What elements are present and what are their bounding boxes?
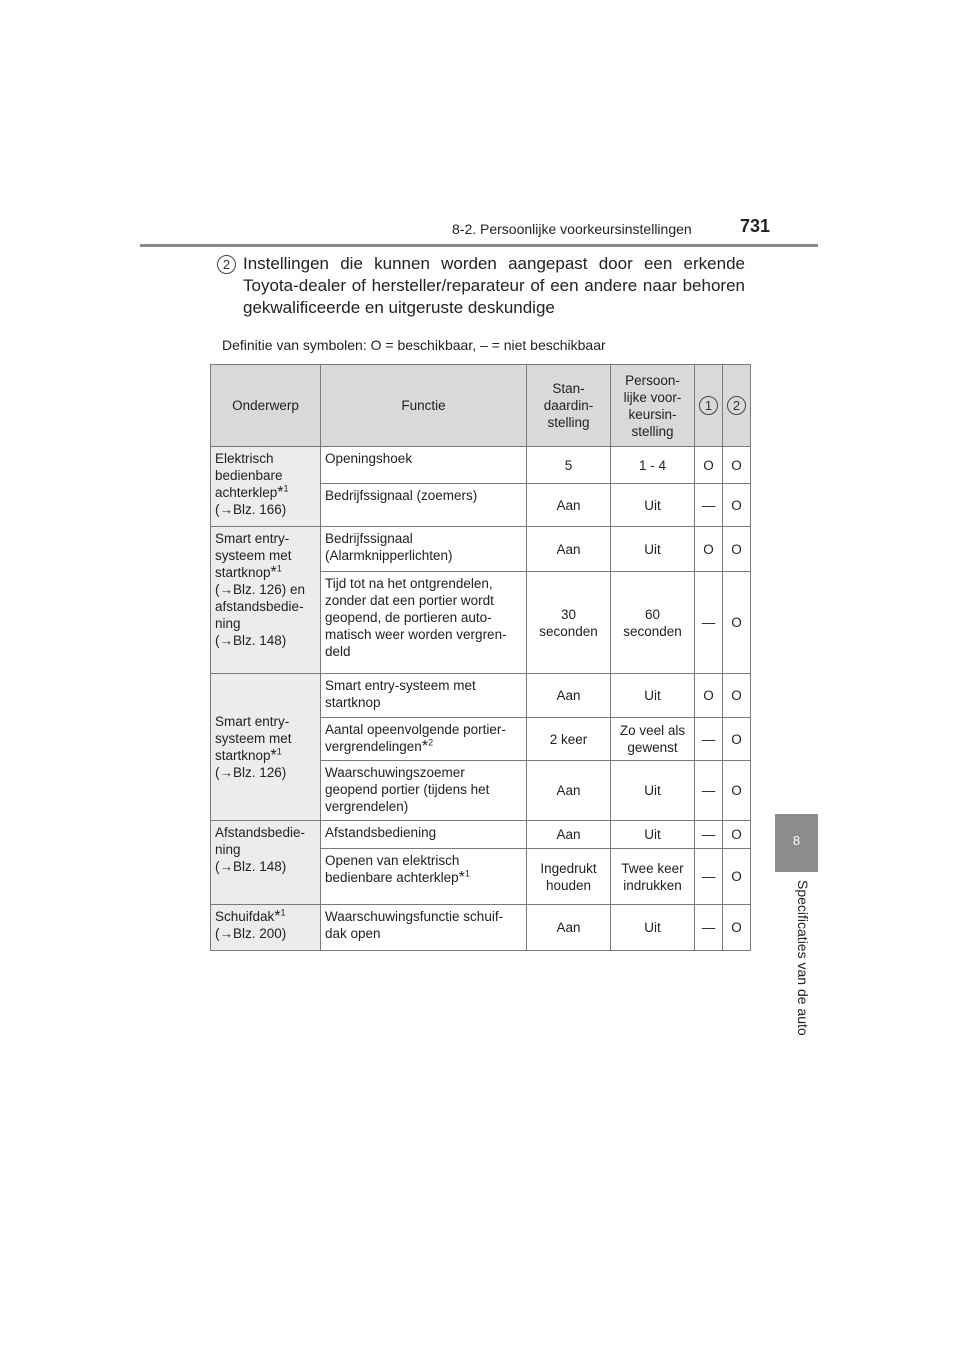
column-2-value-cell xyxy=(723,761,751,821)
personal-value: Zo veel als gewenst xyxy=(619,723,686,755)
chapter-number: 8 xyxy=(792,833,801,848)
subject-cell xyxy=(211,527,321,674)
function-label: Aantal opeenvolgende portier- vergrendelingen xyxy=(325,722,506,754)
asterisk-icon: * xyxy=(270,564,277,581)
symbol-definition: Definitie van symbolen: O = beschikbaar, – = niet beschikbaar xyxy=(222,337,606,353)
footnote-marker xyxy=(271,565,282,580)
function-cell xyxy=(321,821,527,849)
function-cell xyxy=(321,849,527,905)
heading-number-marker: 2 xyxy=(217,255,236,274)
function-cell xyxy=(321,761,527,821)
subject-cell xyxy=(211,905,321,951)
column-1-value: O xyxy=(703,457,714,473)
default-value: Aan xyxy=(556,827,581,842)
column-1-value: — xyxy=(701,827,716,842)
section-title: 8-2. Persoonlijke voorkeursinstellingen xyxy=(452,221,692,237)
footnote-marker xyxy=(459,870,470,885)
subject-cell xyxy=(211,447,321,527)
table-row xyxy=(211,674,751,718)
default-value: Aan xyxy=(556,783,581,798)
column-1-marker: 1 xyxy=(699,396,718,415)
default-value-cell xyxy=(527,718,611,761)
column-2-value-cell xyxy=(723,527,751,572)
column-1-value: — xyxy=(701,497,716,513)
default-value-cell xyxy=(527,447,611,484)
subject-name: Afstandsbedie- ning xyxy=(215,825,306,857)
section-heading: Instellingen die kunnen worden aangepast door een erkende Toyota-dealer of hersteller/reparateur of een andere naar behoren gekwalificeerde en uitgeruste deskundige xyxy=(243,254,745,317)
column-2-value-cell xyxy=(723,484,751,527)
column-2-value-cell xyxy=(723,718,751,761)
footnote-marker xyxy=(274,909,285,924)
personal-value: Uit xyxy=(644,920,661,935)
column-1-value: — xyxy=(701,920,716,935)
page-reference: (→Blz. 166) xyxy=(215,502,287,517)
chapter-tab xyxy=(775,814,818,872)
personal-value-cell xyxy=(611,761,695,821)
column-1-value-cell xyxy=(695,527,723,572)
function-cell xyxy=(321,718,527,761)
header-personal xyxy=(611,365,695,447)
default-value-cell xyxy=(527,572,611,674)
function-cell xyxy=(321,674,527,718)
column-1-value-cell xyxy=(695,674,723,718)
function-label: Openen van elektrisch bedienbare achterklep xyxy=(325,853,460,885)
default-value: Aan xyxy=(556,688,581,703)
function-label: Tijd tot na het ontgrendelen, zonder dat een portier wordt geopend, de portieren auto- matisch weer worden vergren- deld xyxy=(325,576,507,659)
asterisk-icon: * xyxy=(458,869,465,886)
default-value: Aan xyxy=(556,920,581,935)
function-label: Waarschuwingszoemer geopend portier (tijdens het vergrendelen) xyxy=(325,765,490,814)
header-subject-label: Onderwerp xyxy=(232,398,299,413)
default-value: Ingedrukt houden xyxy=(540,860,597,893)
default-value: Aan xyxy=(556,497,581,513)
column-1-value: O xyxy=(703,541,714,557)
function-cell xyxy=(321,527,527,572)
default-value: 30 seconden xyxy=(539,606,598,639)
column-1-value: — xyxy=(701,869,716,884)
subject-name: Schuifdak xyxy=(215,909,275,924)
page-reference: (→Blz. 126) xyxy=(215,765,287,780)
column-2-value: O xyxy=(731,541,742,557)
column-2-value: O xyxy=(731,783,742,798)
header-personal-label: Persoon- lijke voor- keursin- stelling xyxy=(623,372,682,439)
header-default-label: Stan- daardin- stelling xyxy=(543,381,594,430)
page-number: 731 xyxy=(740,216,771,236)
personal-value-cell xyxy=(611,484,695,527)
function-cell xyxy=(321,572,527,674)
settings-table xyxy=(210,364,751,951)
function-label: Openingshoek xyxy=(325,451,413,466)
column-2-value-cell xyxy=(723,821,751,849)
column-1-value-cell xyxy=(695,484,723,527)
function-label: Waarschuwingsfunctie schuif- dak open xyxy=(325,909,504,941)
column-2-value: O xyxy=(731,615,742,630)
column-1-value-cell xyxy=(695,572,723,674)
footnote-number: 1 xyxy=(276,746,282,757)
subject-name: Elektrisch bedienbare achterklep xyxy=(215,451,283,500)
default-value-cell xyxy=(527,821,611,849)
default-value-cell xyxy=(527,674,611,718)
header-function xyxy=(321,365,527,447)
column-1-value-cell xyxy=(695,821,723,849)
column-1-value-cell xyxy=(695,905,723,951)
column-1-value: — xyxy=(701,783,716,798)
table-row xyxy=(211,905,751,951)
column-1-value-cell xyxy=(695,849,723,905)
function-cell xyxy=(321,447,527,484)
header-function-label: Functie xyxy=(401,398,446,413)
column-1-value-cell xyxy=(695,447,723,484)
default-value-cell xyxy=(527,484,611,527)
function-cell xyxy=(321,905,527,951)
column-2-value: O xyxy=(731,869,742,884)
subject-cell xyxy=(211,821,321,905)
column-2-value-cell xyxy=(723,674,751,718)
personal-value: Uit xyxy=(644,497,661,513)
column-1-value-cell xyxy=(695,761,723,821)
asterisk-icon: * xyxy=(274,908,281,925)
column-2-value-cell xyxy=(723,849,751,905)
asterisk-icon: * xyxy=(270,747,277,764)
function-label: Afstandsbediening xyxy=(325,825,437,840)
default-value-cell xyxy=(527,527,611,572)
function-cell xyxy=(321,484,527,527)
footnote-number: 1 xyxy=(283,483,289,494)
personal-value-cell xyxy=(611,718,695,761)
default-value: 2 keer xyxy=(549,731,588,747)
footnote-marker xyxy=(277,485,288,500)
footnote-number: 2 xyxy=(428,737,434,748)
table-row xyxy=(211,821,751,849)
column-1-value: — xyxy=(701,731,716,747)
footnote-number: 1 xyxy=(276,563,282,574)
function-label: Bedrijfssignaal (Alarmknipperlichten) xyxy=(325,531,453,563)
header-col2 xyxy=(723,365,751,447)
header-default xyxy=(527,365,611,447)
chapter-label: Specificaties van de auto xyxy=(795,880,811,1036)
column-2-value: O xyxy=(731,920,742,935)
column-2-value: O xyxy=(731,827,742,842)
header-rule xyxy=(140,244,818,247)
personal-value-cell xyxy=(611,674,695,718)
default-value-cell xyxy=(527,905,611,951)
asterisk-icon: * xyxy=(277,484,284,501)
personal-value: Uit xyxy=(644,541,661,557)
footnote-marker xyxy=(271,748,282,763)
personal-value-cell xyxy=(611,572,695,674)
column-2-marker: 2 xyxy=(727,396,746,415)
column-2-value: O xyxy=(731,731,742,747)
default-value-cell xyxy=(527,849,611,905)
function-label: Bedrijfssignaal (zoemers) xyxy=(325,488,478,503)
table-row xyxy=(211,447,751,484)
subject-cell xyxy=(211,674,321,821)
personal-value-cell xyxy=(611,447,695,484)
personal-value: 1 - 4 xyxy=(638,457,666,473)
header-col1 xyxy=(695,365,723,447)
personal-value: Uit xyxy=(644,688,661,703)
asterisk-icon: * xyxy=(421,738,429,755)
column-2-value: O xyxy=(731,457,742,473)
personal-value-cell xyxy=(611,905,695,951)
footnote-number: 1 xyxy=(280,907,286,918)
subject-name: Smart entry- systeem met startknop xyxy=(215,531,292,580)
column-1-value-cell xyxy=(695,718,723,761)
personal-value-cell xyxy=(611,849,695,905)
column-2-value-cell xyxy=(723,905,751,951)
personal-value: 60 seconden xyxy=(623,606,682,639)
column-2-value: O xyxy=(731,688,742,703)
footnote-number: 1 xyxy=(464,868,470,879)
header-subject xyxy=(211,365,321,447)
column-1-value: — xyxy=(701,615,716,630)
personal-value: Uit xyxy=(644,783,661,798)
default-value-cell xyxy=(527,761,611,821)
default-value: 5 xyxy=(564,457,573,473)
default-value: Aan xyxy=(556,541,581,557)
column-2-value-cell xyxy=(723,572,751,674)
page-reference: (→Blz. 200) xyxy=(215,926,287,941)
page-reference: (→Blz. 148) xyxy=(215,859,287,874)
subject-name: Smart entry- systeem met startknop xyxy=(215,714,292,763)
page-reference: (→Blz. 126) en afstandsbedie- ning (→Blz. 148) xyxy=(215,582,306,648)
column-2-value: O xyxy=(731,497,742,513)
column-2-value-cell xyxy=(723,447,751,484)
footnote-marker xyxy=(422,739,433,754)
column-1-value: O xyxy=(703,688,714,703)
table-row xyxy=(211,527,751,572)
function-label: Smart entry-systeem met startknop xyxy=(325,678,476,710)
personal-value-cell xyxy=(611,527,695,572)
personal-value-cell xyxy=(611,821,695,849)
settings-body xyxy=(211,447,751,951)
personal-value: Twee keer indrukken xyxy=(621,860,684,893)
personal-value: Uit xyxy=(644,827,661,842)
